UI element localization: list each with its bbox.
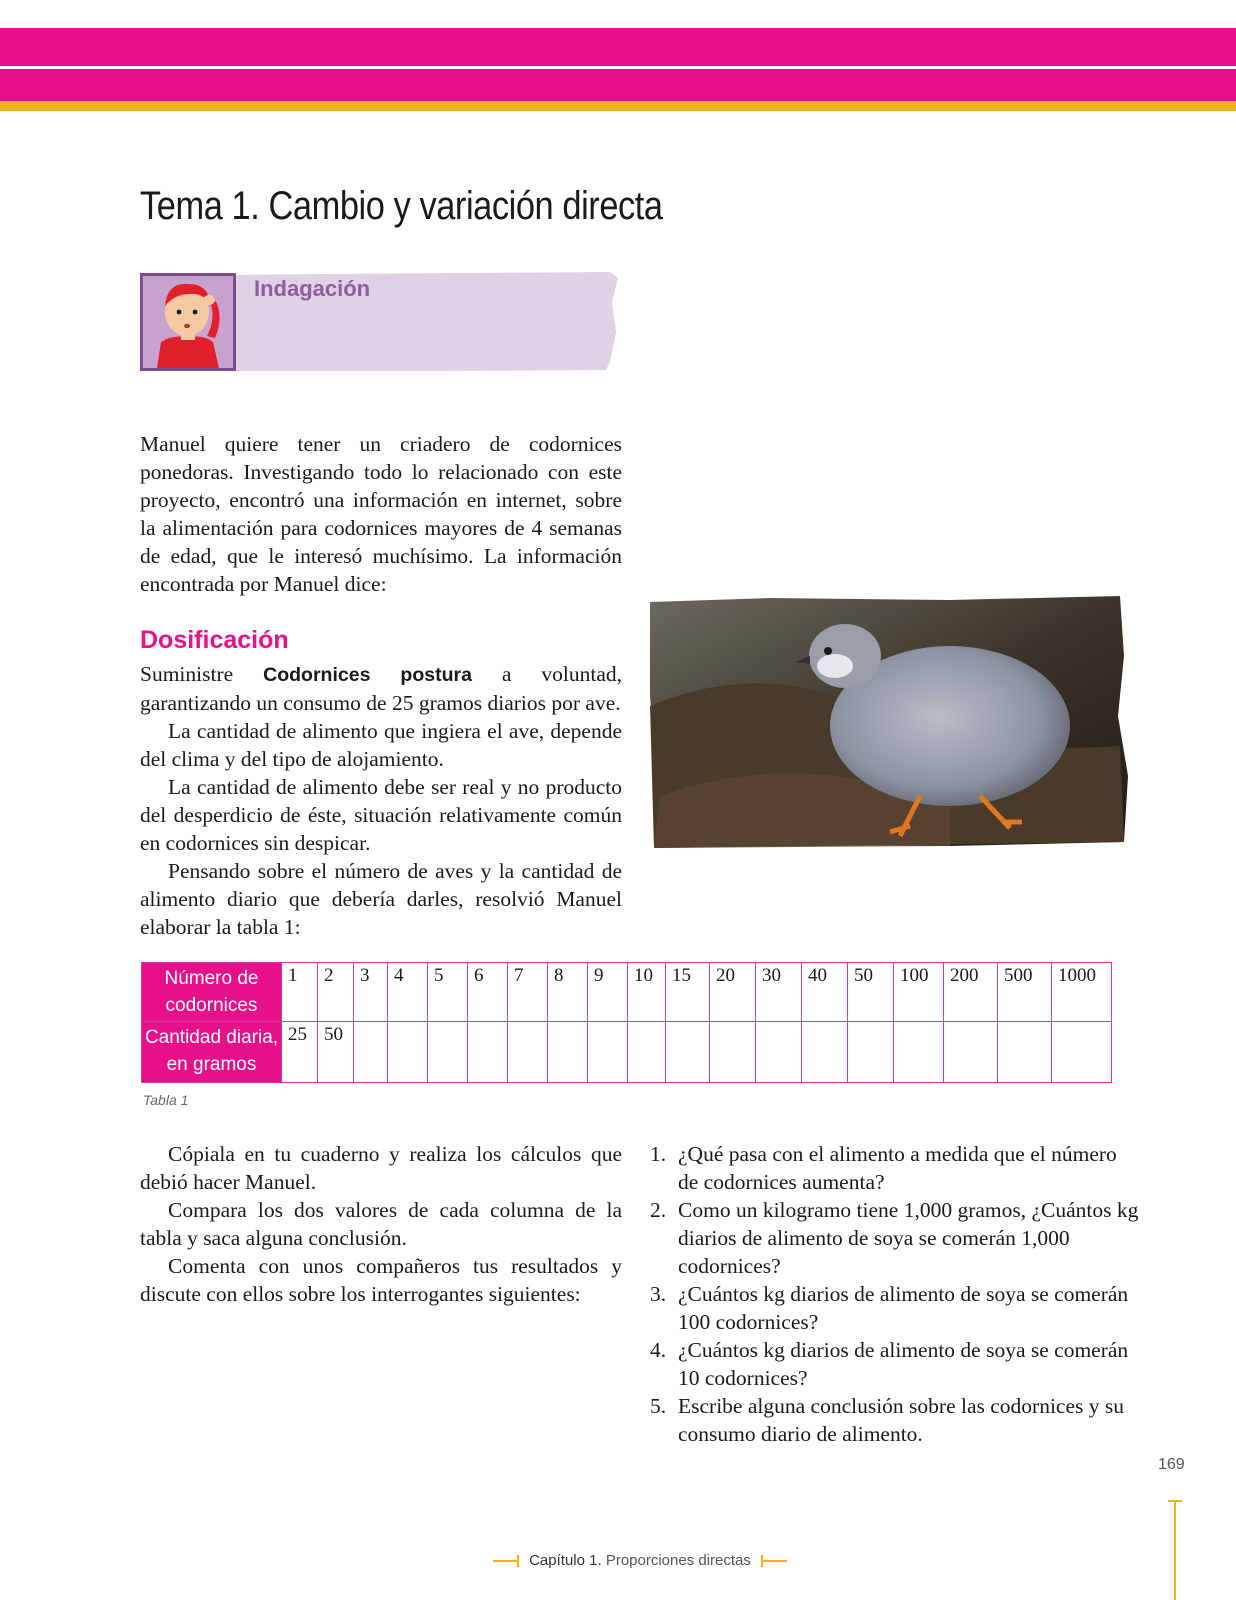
instruction-p1: Cópiala en tu cuaderno y realiza los cálculos que debió hacer Manuel. [140,1142,622,1194]
question-number: 2. [650,1198,667,1222]
table-cell-numero: 1000 [1052,963,1112,1022]
question-number: 3. [650,1282,667,1306]
table-cell-cantidad [548,1022,588,1083]
table-cell-cantidad [354,1022,388,1083]
table-cell-cantidad [848,1022,894,1083]
table-row-numbers [142,963,1112,1022]
table-cell-numero: 4 [388,963,428,1022]
question-text: Como un kilogramo tiene 1,000 gramos, ¿Cuántos kg diarios de alimento de soya se comerán 1,000 codornices? [678,1198,1139,1278]
question-number: 4. [650,1338,667,1362]
data-table [141,962,1112,1083]
intro-text: Manuel quiere tener un criadero de codornices ponedoras. Investigando todo lo relacionado con este proyecto, encontró una información en internet, sobre la alimentación para codornices mayores de 4 semanas de edad, que le interesó muchísimo. La información encontrada por Manuel dice: [140,432,622,596]
table-cell-cantidad [468,1022,508,1083]
instructions [140,1140,622,1308]
table-cell-cantidad: 25 [282,1022,318,1083]
question-text: ¿Cuántos kg diarios de alimento de soya se comerán 10 codornices? [678,1338,1129,1390]
table-row-amounts [142,1022,1112,1083]
question-item [650,1392,1140,1448]
question-item [650,1336,1140,1392]
table-cell-cantidad [710,1022,756,1083]
dosificacion-body [140,660,622,941]
question-text: ¿Qué pasa con el alimento a medida que el número de codornices aumenta? [678,1142,1117,1194]
student-thinking-avatar [140,273,236,371]
table-cell-numero: 30 [756,963,802,1022]
header-band-middle [0,69,1236,101]
page-title: Tema 1. Cambio y variación directa [140,184,663,228]
question-text: Escribe alguna conclusión sobre las codornices y su consumo diario de alimento. [678,1394,1124,1446]
product-name: Codornices postura [263,664,472,686]
intro-paragraph [140,430,622,598]
question-number: 1. [650,1142,667,1166]
margin-line [1174,1500,1176,1600]
dosificacion-p2: La cantidad de alimento que ingiera el ave, depende del clima y del tipo de alojamiento. [140,719,622,771]
table-cell-cantidad: 50 [318,1022,354,1083]
questions-list [650,1140,1140,1448]
question-item [650,1196,1140,1280]
table-cell-cantidad [998,1022,1052,1083]
header-band-yellow [0,101,1236,111]
dosificacion-p1-end: a voluntad, garantizando un consumo de 25 gramos diarios por ave. [140,662,622,715]
instruction-p2: Compara los dos valores de cada columna de la tabla y saca alguna conclusión. [140,1198,622,1250]
table-cell-numero: 6 [468,963,508,1022]
table-cell-numero: 40 [802,963,848,1022]
row-header-cantidad: Cantidad diaria, en gramos [142,1022,282,1083]
table-cell-numero: 7 [508,963,548,1022]
table-cell-numero: 200 [944,963,998,1022]
table-cell-numero: 9 [588,963,628,1022]
row-header-numero: Número de codornices [142,963,282,1022]
table-cell-cantidad [666,1022,710,1083]
question-item [650,1280,1140,1336]
quail-photo [650,596,1132,848]
table-cell-numero: 2 [318,963,354,1022]
table-cell-cantidad [628,1022,666,1083]
table-caption: Tabla 1 [143,1092,189,1108]
table-cell-cantidad [388,1022,428,1083]
table-cell-numero: 1 [282,963,318,1022]
footer-chapter-name: Proporciones directas [605,1552,751,1569]
footer [480,1552,800,1569]
table-cell-cantidad [894,1022,944,1083]
table-cell-cantidad [1052,1022,1112,1083]
table-cell-numero: 100 [894,963,944,1022]
table-cell-numero: 10 [628,963,666,1022]
dosificacion-p1 [140,660,622,717]
page-number: 169 [1158,1456,1185,1473]
question-text: ¿Cuántos kg diarios de alimento de soya se comerán 100 codornices? [678,1282,1129,1334]
instruction-p3: Comenta con unos compañeros tus resultados y discute con ellos sobre los interrogantes siguientes: [140,1254,622,1306]
header-band-top [0,28,1236,66]
dosificacion-heading: Dosificación [140,626,289,654]
table-cell-cantidad [588,1022,628,1083]
indagacion-label: Indagación [254,276,371,301]
footer-rule-right [761,1560,787,1562]
table-cell-numero: 20 [710,963,756,1022]
table-cell-numero: 500 [998,963,1052,1022]
table-cell-numero: 8 [548,963,588,1022]
footer-rule-left [493,1560,519,1562]
table-cell-numero: 5 [428,963,468,1022]
table-cell-numero: 50 [848,963,894,1022]
table-cell-numero: 3 [354,963,388,1022]
table-cell-numero: 15 [666,963,710,1022]
table-cell-cantidad [508,1022,548,1083]
dosificacion-p4: Pensando sobre el número de aves y la cantidad de alimento diario que debería darles, resolvió Manuel elaborar la tabla 1: [140,859,622,939]
table-cell-cantidad [428,1022,468,1083]
dosificacion-p3: La cantidad de alimento debe ser real y no producto del desperdicio de éste, situación relativamente común en codornices sin despicar. [140,775,622,855]
table-cell-cantidad [944,1022,998,1083]
table-cell-cantidad [802,1022,848,1083]
table-cell-cantidad [756,1022,802,1083]
question-item [650,1140,1140,1196]
question-number: 5. [650,1394,667,1418]
dosificacion-p1-start: Suministre [140,662,264,686]
footer-chapter: Capítulo 1. [529,1552,602,1569]
